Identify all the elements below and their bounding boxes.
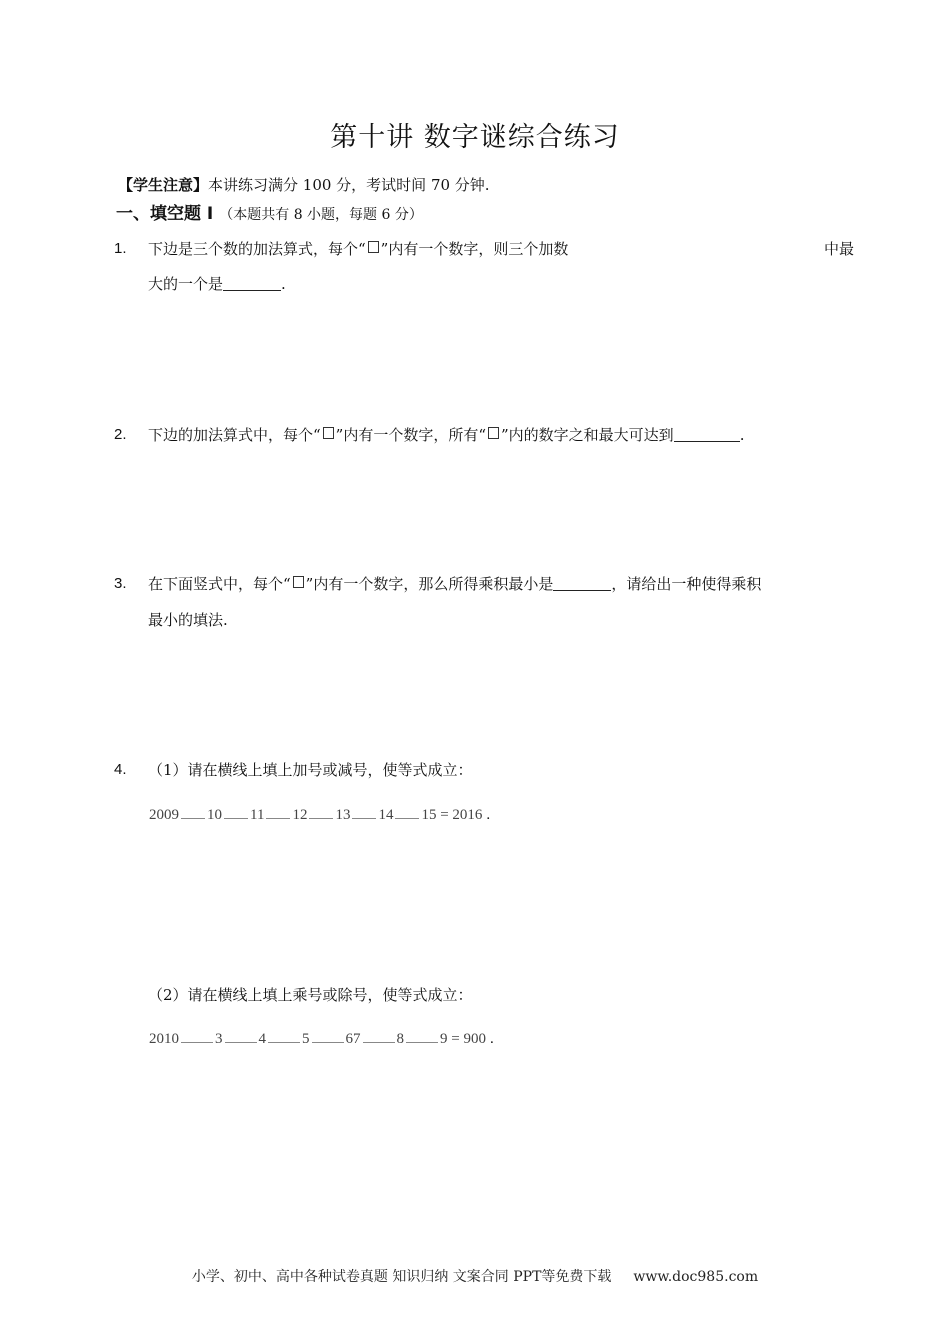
answer-blank-1[interactable] — [223, 276, 281, 291]
eq1-operator-blank[interactable] — [181, 806, 205, 819]
q1-text-b: ”内有一个数字，则三个加数 — [380, 240, 569, 258]
eq1-operator-blank[interactable] — [395, 806, 419, 819]
eq1-term: 10 — [207, 807, 222, 823]
question-3-line-2: 最小的填法. — [148, 611, 228, 629]
footer-site-link[interactable]: www.doc985.com — [633, 1269, 759, 1285]
eq1-term: 12 — [292, 807, 308, 823]
q2-text-d: . — [739, 426, 745, 444]
eq1-term: 15 = 2016 — [421, 807, 483, 823]
q2-text-a: 下边的加法算式中，每个“ — [148, 426, 321, 444]
notice-label: 【学生注意】 — [118, 176, 209, 194]
question-2-line-1 — [148, 424, 744, 445]
eq1-term: 2009 — [149, 807, 179, 823]
question-4-number: 4. — [114, 761, 127, 778]
q3-text-a: 在下面竖式中，每个“ — [148, 575, 291, 593]
question-1-line-1 — [148, 238, 568, 259]
eq1-operator-blank[interactable] — [266, 806, 290, 819]
eq2-term: 9 = 900 — [440, 1031, 486, 1047]
q1-text-c: 中最 — [824, 240, 855, 258]
q1-text-2a: 大的一个是 — [148, 275, 224, 293]
page-footer — [0, 1266, 950, 1286]
equation-1 — [149, 806, 490, 824]
answer-blank-2[interactable] — [674, 427, 740, 442]
eq2-term: 4 — [258, 1031, 266, 1047]
blank-box-icon — [293, 576, 304, 588]
question-1-number: 1. — [114, 240, 127, 257]
eq1-operator-blank[interactable] — [309, 806, 333, 819]
q2-text-c: ”内的数字之和最大可达到 — [501, 426, 674, 444]
question-2-number: 2. — [114, 426, 127, 443]
eq1-operator-blank[interactable] — [224, 806, 248, 819]
eq1-term: 11 — [250, 807, 265, 823]
question-3-line-1 — [148, 573, 761, 594]
eq2-period: . — [489, 1031, 494, 1047]
eq2-operator-blank[interactable] — [406, 1030, 438, 1043]
eq1-term: 13 — [335, 807, 351, 823]
eq2-term: 67 — [345, 1031, 361, 1047]
notice-text: 本讲练习满分 100 分，考试时间 70 分钟. — [208, 176, 490, 194]
eq2-operator-blank[interactable] — [363, 1030, 395, 1043]
eq2-term: 8 — [396, 1031, 404, 1047]
q1-text-a: 下边是三个数的加法算式，每个“ — [148, 240, 366, 258]
eq2-operator-blank[interactable] — [312, 1030, 344, 1043]
eq2-term: 2010 — [149, 1031, 179, 1047]
blank-box-icon — [488, 427, 499, 439]
eq2-term: 3 — [215, 1031, 223, 1047]
blank-box-icon — [323, 427, 334, 439]
eq2-operator-blank[interactable] — [181, 1030, 213, 1043]
q2-text-b: ”内有一个数字，所有“ — [335, 426, 487, 444]
question-1-line-2 — [148, 273, 286, 294]
question-4-part-1: （1）请在横线上填上加号或减号，使等式成立： — [148, 761, 473, 779]
blank-box-icon — [368, 241, 379, 253]
eq2-term: 5 — [302, 1031, 310, 1047]
eq2-operator-blank[interactable] — [268, 1030, 300, 1043]
equation-2 — [149, 1030, 494, 1048]
eq2-operator-blank[interactable] — [225, 1030, 257, 1043]
student-notice — [118, 174, 490, 195]
eq1-period: . — [486, 807, 491, 823]
eq1-term: 14 — [378, 807, 394, 823]
answer-blank-3[interactable] — [553, 576, 611, 591]
section-header — [116, 199, 423, 224]
footer-text: 小学、初中、高中各种试卷真题 知识归纳 文案合同 PPT等免费下载 — [191, 1269, 612, 1285]
section-title: 一、填空题 Ⅰ — [116, 204, 214, 224]
q3-text-b: ”内有一个数字，那么所得乘积最小是 — [305, 575, 554, 593]
question-3-number: 3. — [114, 575, 127, 592]
question-4-part-2: （2）请在横线上填上乘号或除号，使等式成立： — [148, 986, 473, 1004]
q3-text-c: ，请给出一种使得乘积 — [611, 575, 762, 593]
page-title: 第十讲 数字谜综合练习 — [330, 122, 620, 153]
eq1-operator-blank[interactable] — [352, 806, 376, 819]
q1-text-2b: . — [281, 275, 286, 293]
section-note: （本题共有 8 小题，每题 6 分） — [219, 207, 423, 223]
